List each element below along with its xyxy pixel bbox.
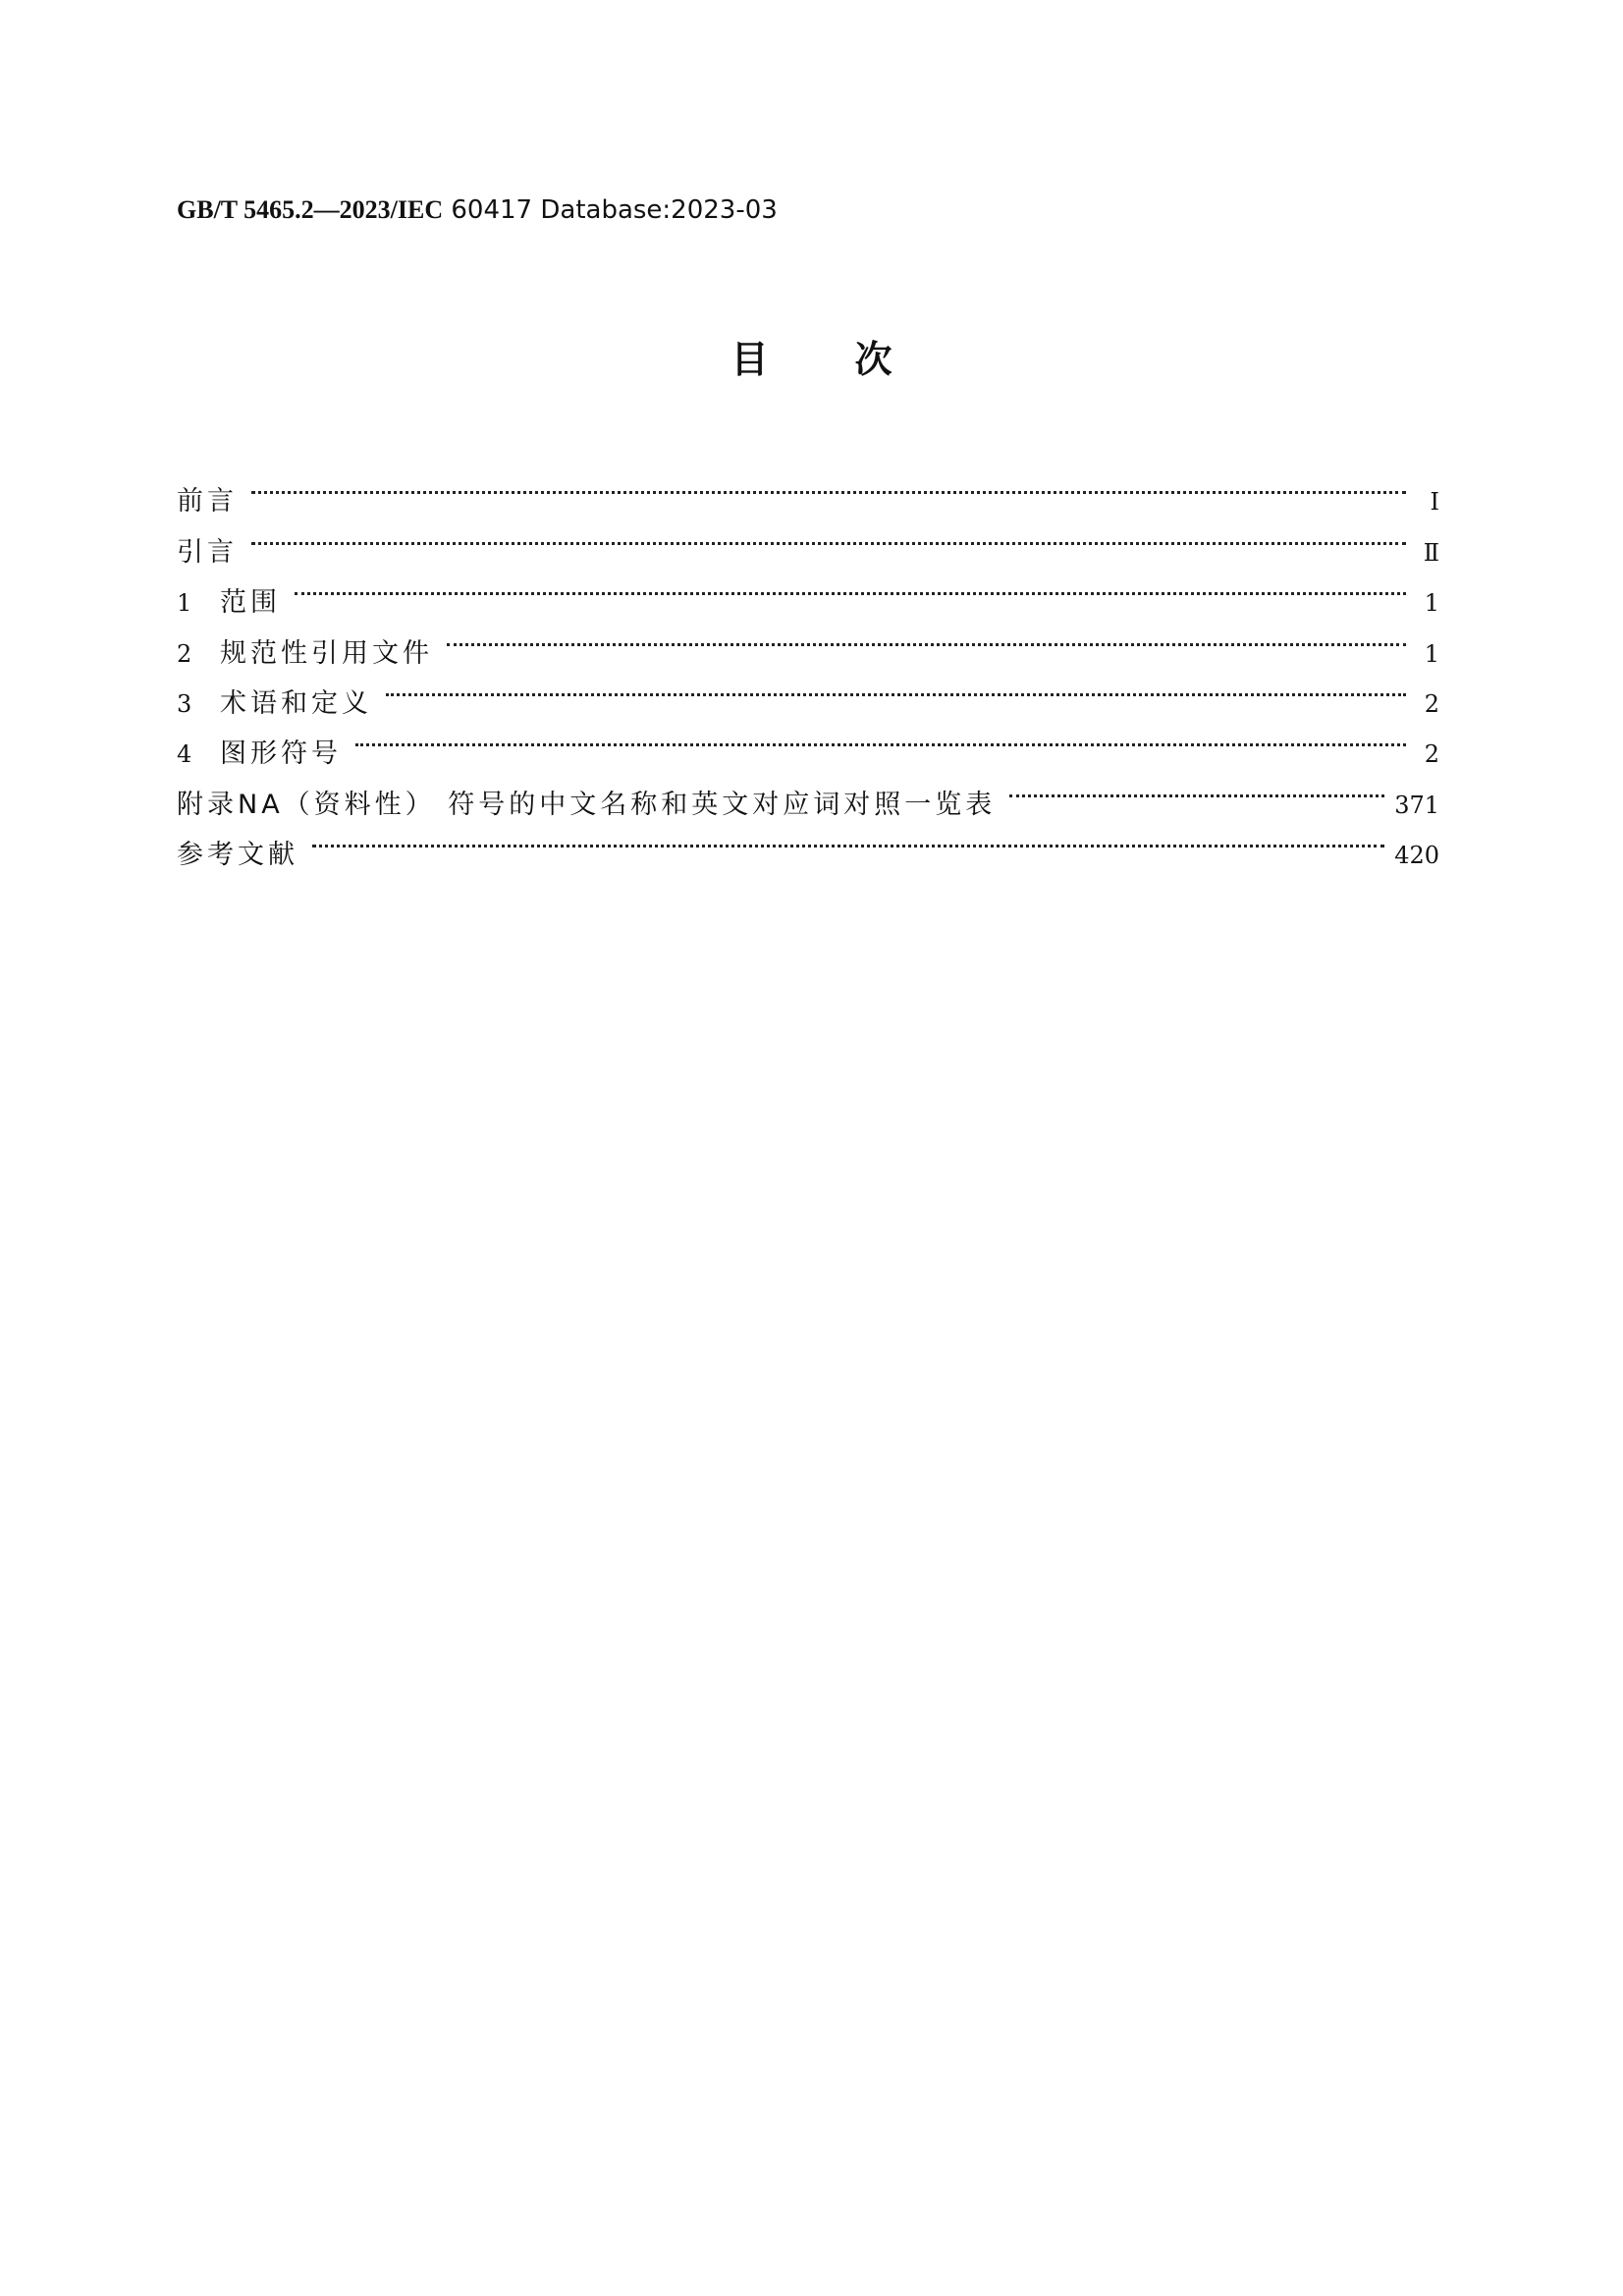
toc-entry-graphical-symbols[interactable] (177, 712, 1439, 770)
toc-entry-label: 参考文献 (177, 840, 298, 871)
toc-entry-label: 规范性引用文件 (220, 637, 433, 669)
toc-page-number: 2 (1424, 689, 1439, 718)
toc-entry-introduction[interactable] (177, 510, 1439, 568)
toc-section-number: 4 (177, 740, 192, 769)
toc-dot-leader (447, 611, 1406, 661)
toc-dot-leader (251, 460, 1406, 510)
toc-entry-bibliography[interactable] (177, 813, 1439, 871)
toc-page-number: 371 (1394, 791, 1439, 819)
toc-dot-leader (312, 813, 1384, 863)
toc-entry-foreword[interactable] (177, 460, 1439, 518)
toc-entry-label: 引言 (177, 536, 238, 568)
toc-entry-normative-references[interactable] (177, 611, 1439, 669)
toc-dot-leader (251, 510, 1406, 560)
standard-identifier (177, 192, 778, 228)
toc-page-number: Ⅱ (1423, 538, 1439, 567)
toc-entry-label: 前言 (177, 486, 238, 518)
toc-entry-label: 术语和定义 (220, 687, 372, 719)
toc-entry-label: 范围 (220, 587, 281, 619)
toc-section-number: 3 (177, 689, 192, 718)
database-reference: 60417 Database:2023-03 (451, 195, 778, 225)
toc-dot-leader (1009, 762, 1384, 812)
toc-page-number: Ⅰ (1430, 488, 1439, 517)
toc-title: 目次 (730, 338, 979, 381)
toc-page-number: 1 (1424, 589, 1439, 618)
standard-number: GB/T 5465.2—2023/IEC (177, 195, 444, 224)
toc-page-number: 420 (1394, 842, 1439, 870)
toc-page-number: 1 (1424, 639, 1439, 668)
toc-section-number: 1 (177, 589, 192, 618)
toc-dot-leader (355, 712, 1406, 762)
toc-entry-label: 附录NA（资料性） 符号的中文名称和英文对应词对照一览表 (177, 789, 997, 820)
toc-section-number: 2 (177, 639, 192, 668)
toc-entry-scope[interactable] (177, 561, 1439, 619)
toc-dot-leader (386, 662, 1406, 712)
toc-entry-annex-na[interactable] (177, 762, 1439, 820)
table-of-contents (177, 460, 1439, 871)
toc-page-number: 2 (1424, 740, 1439, 769)
toc-dot-leader (295, 561, 1406, 611)
toc-entry-label: 图形符号 (220, 738, 342, 770)
